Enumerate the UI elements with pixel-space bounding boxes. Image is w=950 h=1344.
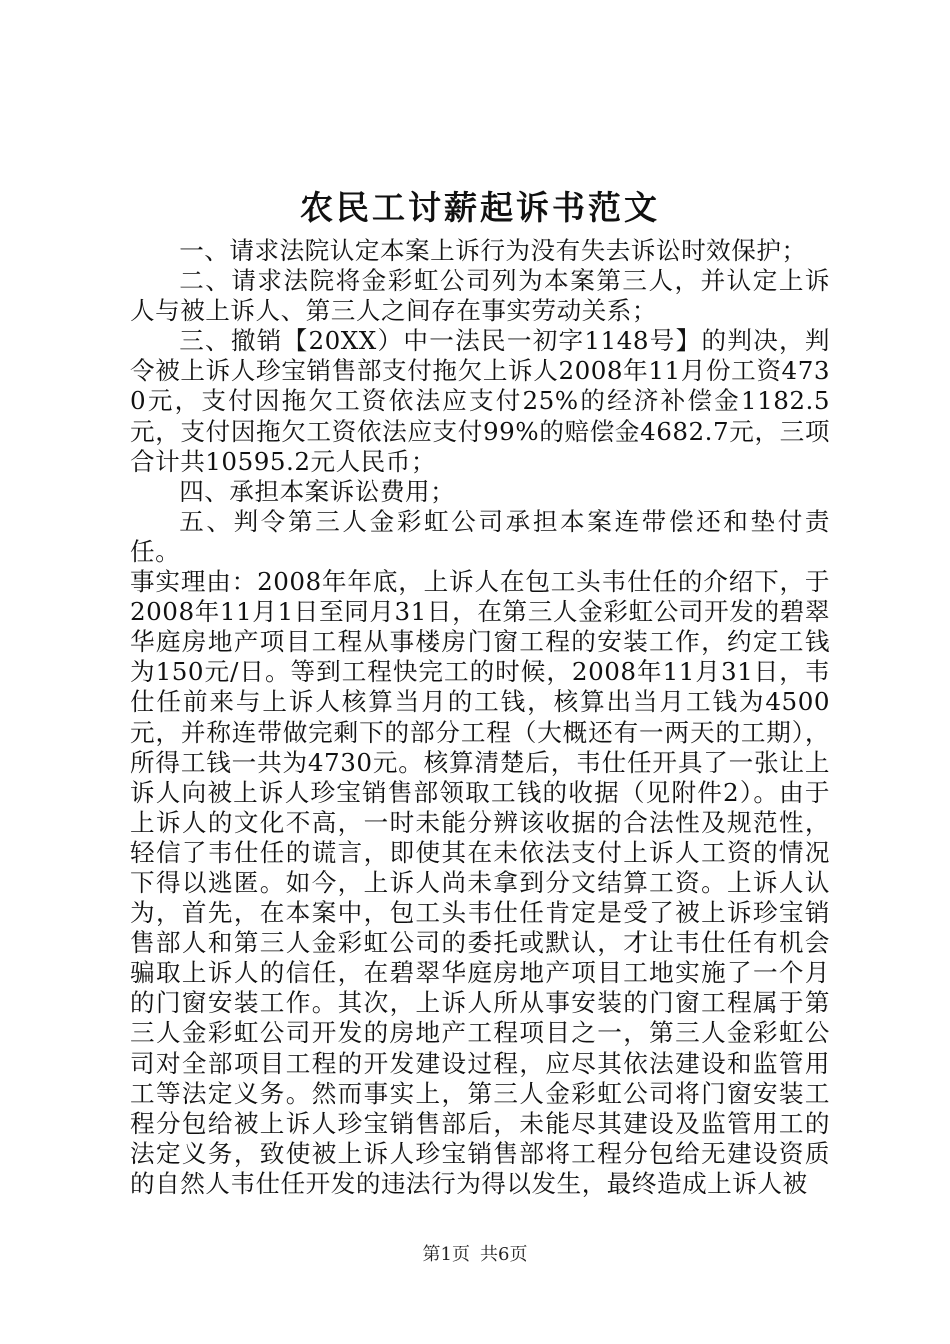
claim-paragraph-4: 四、承担本案诉讼费用；: [179, 476, 456, 506]
document-title: 农民工讨薪起诉书范文: [300, 188, 660, 227]
claim-paragraph-1: 一、请求法院认定本案上诉行为没有失去诉讼时效保护；: [179, 236, 807, 265]
document-page: [130, 180, 830, 1199]
document-body: [130, 236, 830, 1199]
page-footer: [0, 1240, 950, 1266]
claim-paragraph-5: 五、判令第三人金彩虹公司承担本案连带偿还和垫付责任。: [130, 506, 830, 566]
page-total: 共6页: [480, 1244, 528, 1265]
claim-paragraph-2: 二、请求法院将金彩虹公司列为本案第三人，并认定上诉人与被上诉人、第三人之间存在事实劳动关系；: [130, 266, 830, 326]
claim-paragraph-3: 三、撤销【20XX）中一法民一初字1148号】的判决，判令被上诉人珍宝销售部支付拖欠上诉人2008年11月份工资4730元，支付因拖欠工资依法应支付25%的经济补偿金1182.5元，支付因拖欠工资依法应支付99%的赔偿金4682.7元，三项合计共10595.2元人民币；: [130, 326, 830, 476]
facts-paragraph: 事实理由：2008年年底，上诉人在包工头韦仕任的介绍下，于2008年11月1日至同月31日，在第三人金彩虹公司开发的碧翠华庭房地产项目工程从事楼房门窗工程的安装工作，约定工钱为150元/日。等到工程快完工的时候，2008年11月31日，韦仕任前来与上诉人核算当月的工钱，核算出当月工钱为4500元，并称连带做完剩下的部分工程（大概还有一两天的工期），所得工钱一共为4730元。核算清楚后，韦仕任开具了一张让上诉人向被上诉人珍宝销售部领取工钱的收据（见附件2）。由于上诉人的文化不高，一时未能分辨该收据的合法性及规范性，轻信了韦仕任的谎言，即使其在未依法支付上诉人工资的情况下得以逃匿。如今，上诉人尚未拿到分文结算工资。上诉人认为，首先，在本案中，包工头韦仕任肯定是受了被上诉珍宝销售部人和第三人金彩虹公司的委托或默认，才让韦仕任有机会骗取上诉人的信任，在碧翠华庭房地产项目工地实施了一个月的门窗安装工作。其次，上诉人所从事安装的门窗工程属于第三人金彩虹公司开发的房地产工程项目之一，第三人金彩虹公司对全部项目工程的开发建设过程，应尽其依法建设和监管用工等法定义务。然而事实上，第三人金彩虹公司将门窗安装工程分包给被上诉人珍宝销售部后，未能尽其建设及监管用工的法定义务，致使被上诉人珍宝销售部将工程分包给无建设资质的自然人韦仕任开发的违法行为得以发生，最终造成上诉人被: [130, 567, 830, 1198]
page-number: 第1页: [422, 1244, 470, 1265]
